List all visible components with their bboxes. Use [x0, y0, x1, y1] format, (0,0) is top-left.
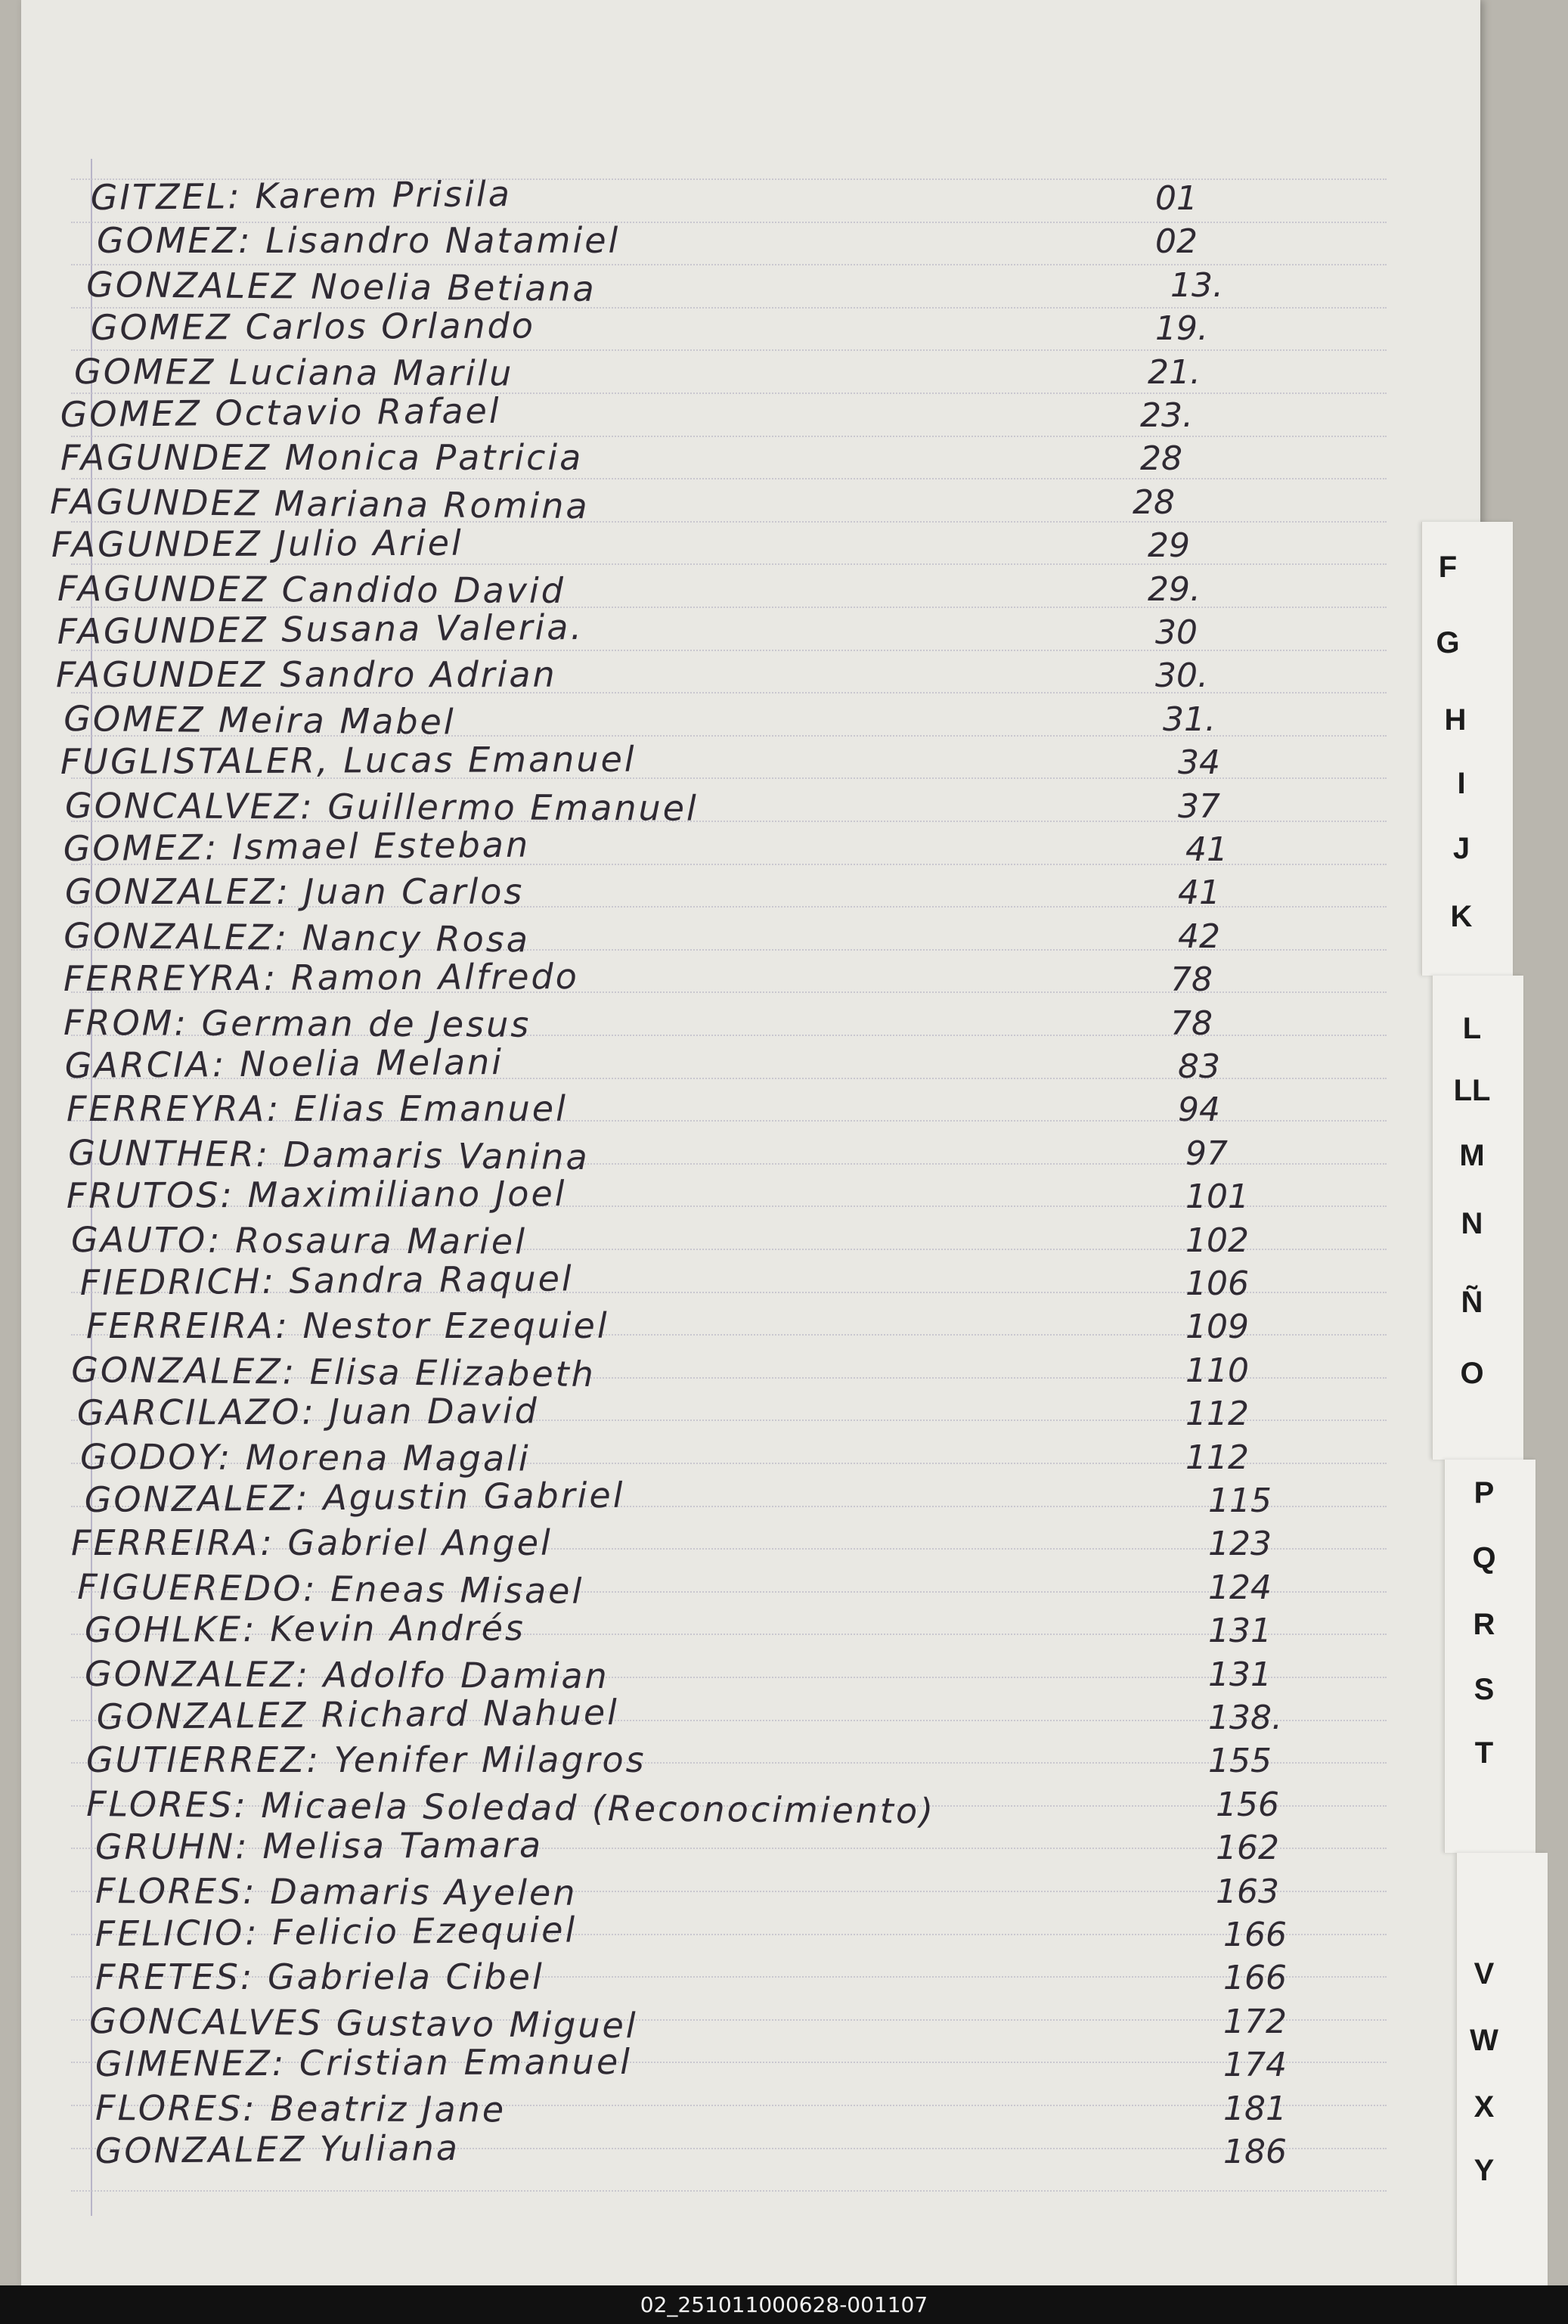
entry-name: FAGUNDEZ Sandro Adrian — [56, 654, 557, 696]
entry-number: 102 — [1185, 1221, 1249, 1260]
entry-name: FAGUNDEZ Candido David — [57, 567, 566, 611]
list-item — [21, 1218, 1480, 1263]
entry-name: GARCIA: Noelia Melani — [64, 1041, 504, 1086]
index-tab-letter[interactable]: V — [1473, 1957, 1495, 1990]
list-item — [21, 1741, 1480, 1783]
list-item — [21, 1869, 1480, 1914]
entry-name: GONZALEZ Yuliana — [95, 2127, 460, 2171]
entry-number: 131 — [1208, 1655, 1272, 1694]
entry-number: 155 — [1208, 1742, 1272, 1781]
list-item — [21, 2127, 1480, 2174]
list-item — [21, 697, 1480, 743]
list-item — [21, 738, 1480, 785]
entry-name: GONZALEZ Richard Nahuel — [96, 1691, 620, 1737]
entry-name: GODOY: Morena Magali — [80, 1435, 531, 1479]
entry-number: 41 — [1185, 830, 1228, 869]
entry-number: 115 — [1208, 1482, 1272, 1520]
entry-number: 163 — [1216, 1872, 1279, 1911]
list-item — [21, 1348, 1480, 1395]
index-tab-letter[interactable]: K — [1450, 900, 1473, 933]
entry-name: FAGUNDEZ Monica Patricia — [60, 437, 584, 479]
list-item — [21, 1435, 1480, 1480]
entry-name: FERREIRA: Gabriel Angel — [71, 1522, 553, 1564]
index-tab-letter[interactable]: S — [1473, 1673, 1495, 1706]
tab-strip — [1444, 1460, 1535, 1853]
index-tab-letter[interactable]: L — [1462, 1012, 1482, 1045]
entry-name: FRUTOS: Maximiliano Joel — [66, 1173, 567, 1217]
entry-number: 28 — [1140, 439, 1182, 479]
entry-number: 166 — [1223, 1916, 1287, 1954]
entry-number: 29 — [1148, 526, 1190, 566]
entry-name: GONZALEZ: Adolfo Damian — [85, 1652, 609, 1696]
index-tab-letter[interactable]: T — [1474, 1736, 1494, 1770]
index-tab-letter[interactable]: H — [1444, 703, 1467, 737]
entry-number: 34 — [1178, 743, 1220, 783]
list-item — [21, 2002, 1480, 2044]
list-item — [21, 784, 1480, 829]
list-item — [21, 606, 1480, 655]
list-item — [21, 439, 1480, 481]
list-item — [21, 873, 1480, 915]
image-identifier: 02_251011000628-001107 — [0, 2285, 1568, 2324]
entry-number: 186 — [1223, 2133, 1287, 2171]
list-item — [21, 656, 1480, 698]
entry-number: 112 — [1185, 1395, 1249, 1434]
entry-number: 42 — [1178, 917, 1220, 956]
list-item — [21, 1958, 1480, 2000]
entry-name: FAGUNDEZ Julio Ariel — [51, 522, 463, 566]
entry-name: FLORES: Micaela Soledad (Reconocimiento) — [86, 1783, 936, 1832]
list-item — [21, 824, 1480, 872]
list-item — [21, 2089, 1480, 2131]
alphabet-index-tabs — [1421, 522, 1568, 2285]
list-item — [21, 1824, 1480, 1870]
list-item — [21, 956, 1480, 1002]
notebook-page — [21, 0, 1480, 2285]
list-item — [21, 1691, 1480, 1740]
entry-name: FERREYRA: Ramon Alfredo — [63, 956, 579, 1000]
entry-number: 94 — [1178, 1091, 1220, 1130]
index-tab-letter[interactable]: LL — [1453, 1074, 1491, 1107]
entry-name: GONCALVEZ: Guillermo Emanuel — [65, 784, 699, 829]
list-item — [21, 222, 1480, 264]
index-tab-letter[interactable]: W — [1470, 2024, 1498, 2057]
entry-number: 162 — [1216, 1829, 1279, 1868]
entry-name: GOMEZ: Ismael Esteban — [63, 824, 531, 869]
entry-number: 78 — [1170, 1004, 1213, 1043]
index-tab-letter[interactable]: Q — [1472, 1541, 1496, 1575]
list-item — [21, 569, 1480, 612]
entry-number: 13. — [1170, 265, 1223, 305]
entry-number: 30. — [1155, 656, 1208, 696]
index-tab-letter[interactable]: Y — [1473, 2154, 1495, 2187]
entry-name: GONZALEZ Noelia Betiana — [86, 263, 597, 309]
entry-number: 181 — [1223, 2089, 1287, 2128]
entry-number: 28 — [1133, 482, 1175, 522]
entry-number: 30 — [1155, 613, 1198, 652]
index-tab-letter[interactable]: G — [1436, 626, 1460, 659]
entry-number: 21. — [1148, 352, 1201, 392]
entry-name: GONCALVES Gustavo Miguel — [89, 2000, 638, 2046]
index-tab-letter[interactable]: R — [1473, 1608, 1495, 1641]
list-item — [21, 1307, 1480, 1349]
entry-name: GUTIERREZ: Yenifer Milagros — [86, 1739, 646, 1781]
list-item — [21, 1173, 1480, 1219]
index-tab-letter[interactable]: J — [1452, 832, 1470, 865]
entry-name: FIEDRICH: Sandra Raquel — [79, 1258, 574, 1303]
entry-name: FERREYRA: Elias Emanuel — [67, 1088, 568, 1130]
entry-number: 23. — [1140, 396, 1193, 435]
list-item — [21, 1565, 1480, 1612]
entry-number: 02 — [1155, 222, 1198, 262]
list-item — [21, 1258, 1480, 1306]
index-tab-letter[interactable]: P — [1473, 1476, 1495, 1510]
list-item — [21, 173, 1480, 221]
index-tab-letter[interactable]: O — [1460, 1357, 1484, 1390]
ruled-line — [71, 2190, 1387, 2192]
entry-number: 31. — [1163, 700, 1216, 739]
index-tab-letter[interactable]: I — [1457, 767, 1466, 800]
entry-number: 01 — [1155, 179, 1198, 218]
entry-name: FAGUNDEZ Susana Valeria. — [57, 606, 584, 652]
entry-name: GOMEZ Octavio Rafael — [60, 389, 501, 435]
entry-number: 19. — [1155, 309, 1208, 349]
index-tab-letter[interactable]: N — [1461, 1207, 1483, 1240]
entry-name: GOMEZ: Lisandro Natamiel — [97, 220, 621, 262]
entry-name: GOMEZ Luciana Marilu — [74, 350, 514, 394]
list-item — [21, 1909, 1480, 1957]
list-item — [21, 1390, 1480, 1436]
index-tab-letter[interactable]: M — [1459, 1139, 1485, 1172]
index-tab-letter[interactable]: X — [1473, 2090, 1495, 2124]
entry-name: GONZALEZ: Juan Carlos — [65, 871, 525, 913]
entry-name: GRUHN: Melisa Tamara — [95, 1824, 544, 1868]
entry-name: FROM: German de Jesus — [64, 1001, 531, 1045]
entry-number: 174 — [1223, 2046, 1287, 2085]
entry-number: 112 — [1185, 1438, 1249, 1477]
entry-name: GAUTO: Rosaura Mariel — [71, 1218, 528, 1262]
entry-name: GIMENEZ: Cristian Emanuel — [95, 2041, 633, 2085]
entry-number: 29. — [1148, 569, 1201, 609]
list-item — [21, 265, 1480, 308]
entry-number: 110 — [1185, 1351, 1249, 1390]
entry-number: 41 — [1178, 873, 1220, 913]
list-item — [21, 2041, 1480, 2087]
entry-name: FIGUEREDO: Eneas Misael — [77, 1565, 584, 1612]
entry-number: 138. — [1208, 1699, 1282, 1737]
list-item — [21, 1090, 1480, 1132]
entry-number: 166 — [1223, 1959, 1287, 1998]
entry-name: FLORES: Beatriz Jane — [95, 2087, 507, 2130]
list-item — [21, 1041, 1480, 1089]
entry-number: 106 — [1185, 1264, 1249, 1303]
entry-number: 83 — [1178, 1047, 1220, 1086]
entry-number: 172 — [1223, 2002, 1287, 2041]
list-item — [21, 1474, 1480, 1523]
list-item — [21, 305, 1480, 351]
entry-name: FUGLISTALER, Lucas Emanuel — [60, 738, 637, 783]
entry-name: GONZALEZ: Agustin Gabriel — [84, 1474, 625, 1520]
entry-name: GOMEZ Meira Mabel — [64, 697, 456, 743]
entry-number: 156 — [1216, 1785, 1279, 1824]
entry-number: 97 — [1185, 1134, 1228, 1173]
list-item — [21, 482, 1480, 525]
index-tab-letter[interactable]: F — [1438, 551, 1458, 584]
list-item — [21, 914, 1480, 960]
entry-number: 101 — [1185, 1178, 1249, 1217]
list-item — [21, 1131, 1480, 1178]
list-item — [21, 1001, 1480, 1046]
entry-number: 131 — [1208, 1612, 1272, 1651]
list-item — [21, 1524, 1480, 1566]
entry-name: FRETES: Gabriela Cibel — [95, 1956, 544, 1998]
entry-name: GOMEZ Carlos Orlando — [90, 305, 536, 349]
list-item — [21, 352, 1480, 395]
entry-name: GONZALEZ: Elisa Elizabeth — [71, 1348, 597, 1395]
entry-number: 109 — [1185, 1308, 1249, 1347]
list-item — [21, 1652, 1480, 1697]
list-item — [21, 389, 1480, 438]
entry-name: GOHLKE: Kevin Andrés — [84, 1607, 526, 1651]
entry-name: FELICIO: Felicio Ezequiel — [95, 1909, 578, 1954]
entry-number: 78 — [1170, 960, 1213, 1000]
tab-strip — [1456, 1853, 1548, 2285]
entry-name: FAGUNDEZ Mariana Romina — [50, 480, 590, 527]
entry-name: GONZALEZ: Nancy Rosa — [64, 914, 531, 960]
entry-name: GUNTHER: Damaris Vanina — [68, 1131, 590, 1178]
list-item — [21, 522, 1480, 568]
entry-number: 124 — [1208, 1568, 1272, 1607]
entry-number: 123 — [1208, 1525, 1272, 1564]
index-tab-letter[interactable]: Ñ — [1461, 1286, 1483, 1319]
entry-name: FERREIRA: Nestor Ezequiel — [86, 1305, 609, 1347]
list-item — [21, 1607, 1480, 1653]
list-item — [21, 1783, 1480, 1832]
entry-name: GARCILAZO: Juan David — [76, 1390, 540, 1434]
entry-number: 37 — [1178, 787, 1220, 826]
entry-name: GITZEL: Karem Prisila — [90, 173, 513, 218]
entry-name: FLORES: Damaris Ayelen — [95, 1869, 578, 1913]
